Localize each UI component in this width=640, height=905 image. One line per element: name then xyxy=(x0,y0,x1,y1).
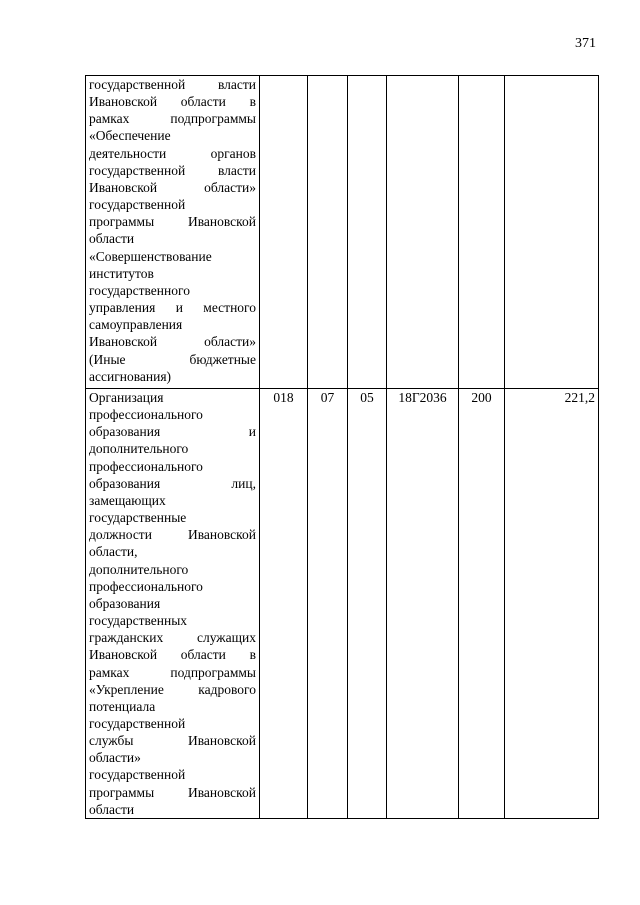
description-line: области» xyxy=(89,750,141,766)
amount-cell xyxy=(505,76,599,389)
description-line: Ивановской области в xyxy=(89,94,256,110)
description-line: гражданских служащих xyxy=(89,630,256,646)
description-line: области, xyxy=(89,544,138,560)
description-line: профессионального xyxy=(89,458,203,474)
description-line: Ивановской области в xyxy=(89,647,256,663)
description-line: программы Ивановской xyxy=(89,214,256,230)
description-line: программы Ивановской xyxy=(89,784,256,800)
description-line: области xyxy=(89,231,135,247)
description-line: должности Ивановской xyxy=(89,527,256,543)
description-line: области xyxy=(89,801,135,817)
description-line: институтов xyxy=(89,265,154,281)
row-description xyxy=(86,389,260,819)
description-line: «Совершенствование xyxy=(89,248,212,264)
description-line: государственного xyxy=(89,282,190,298)
table-row xyxy=(86,76,599,389)
description-line: замещающих xyxy=(89,492,166,508)
description-line: (Иные бюджетные xyxy=(89,351,256,367)
expense-type-cell xyxy=(459,76,505,389)
description-line: профессионального xyxy=(89,578,203,594)
target-article-cell xyxy=(387,76,459,389)
description-line: рамках подпрограммы xyxy=(89,111,256,127)
description-line: дополнительного xyxy=(89,561,189,577)
admin-code-cell: 018 xyxy=(260,389,308,819)
description-line: государственной власти xyxy=(89,77,256,92)
description-line: Ивановской области» xyxy=(89,334,256,350)
description-line: образования лиц, xyxy=(89,475,256,491)
description-line: образования xyxy=(89,595,161,611)
description-line: государственной xyxy=(89,715,186,731)
page-number: 371 xyxy=(575,36,596,51)
subsection-cell xyxy=(348,76,387,389)
row-description xyxy=(86,76,260,389)
description-line: «Укрепление кадрового xyxy=(89,681,256,697)
description-line: потенциала xyxy=(89,698,156,714)
description-line: образования и xyxy=(89,424,256,440)
description-line: государственных xyxy=(89,613,188,629)
budget-table xyxy=(85,75,599,819)
description-line: государственные xyxy=(89,510,187,526)
description-line: Ивановской области» xyxy=(89,179,256,195)
description-line: Организация xyxy=(89,390,164,405)
expense-type-cell: 200 xyxy=(459,389,505,819)
description-line: государственной xyxy=(89,767,186,783)
description-line: государственной xyxy=(89,197,186,213)
admin-code-cell xyxy=(260,76,308,389)
table-row xyxy=(86,389,599,819)
description-line: ассигнования) xyxy=(89,368,172,384)
section-cell xyxy=(308,76,348,389)
amount-cell: 221,2 xyxy=(505,389,599,819)
target-article-cell: 18Г2036 xyxy=(387,389,459,819)
section-cell: 07 xyxy=(308,389,348,819)
description-line: профессионального xyxy=(89,407,203,423)
description-line: государственной власти xyxy=(89,162,256,178)
description-line: самоуправления xyxy=(89,317,183,333)
description-line: рамках подпрограммы xyxy=(89,664,256,680)
description-line: службы Ивановской xyxy=(89,733,256,749)
subsection-cell: 05 xyxy=(348,389,387,819)
description-line: дополнительного xyxy=(89,441,189,457)
description-line: деятельности органов xyxy=(89,145,256,161)
description-line: «Обеспечение xyxy=(89,128,171,144)
description-line: управления и местного xyxy=(89,300,256,316)
